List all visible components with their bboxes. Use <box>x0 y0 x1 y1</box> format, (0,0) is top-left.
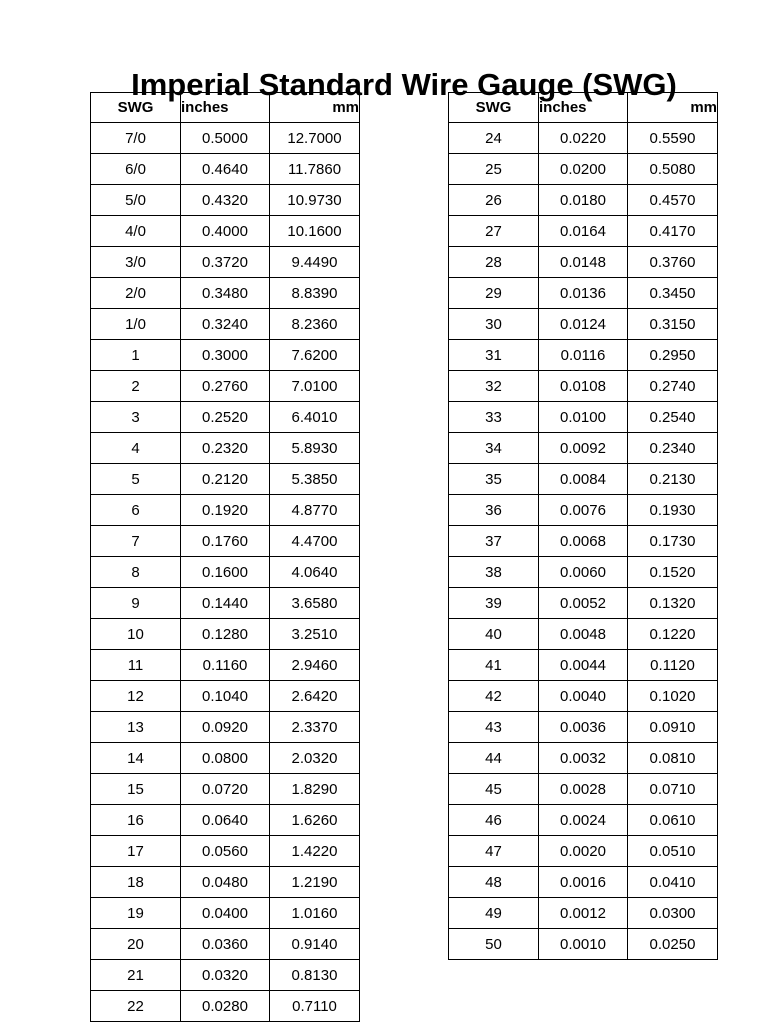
swg-table-right-body <box>449 123 718 960</box>
cell-inches: 0.3240 <box>181 309 270 340</box>
table-header-row <box>91 93 360 123</box>
table-row <box>449 495 718 526</box>
cell-inches: 0.3720 <box>181 247 270 278</box>
cell-mm: 7.6200 <box>270 340 360 371</box>
table-row <box>449 743 718 774</box>
table-row <box>91 123 360 154</box>
cell-mm: 2.9460 <box>270 650 360 681</box>
table-row <box>91 340 360 371</box>
cell-inches: 0.0164 <box>539 216 628 247</box>
table-row <box>91 805 360 836</box>
cell-swg: 6/0 <box>91 154 181 185</box>
cell-swg: 27 <box>449 216 539 247</box>
table-row <box>91 185 360 216</box>
cell-inches: 0.4000 <box>181 216 270 247</box>
cell-mm: 4.0640 <box>270 557 360 588</box>
table-row <box>91 402 360 433</box>
cell-mm: 0.2340 <box>628 433 718 464</box>
cell-swg: 6 <box>91 495 181 526</box>
cell-swg: 5/0 <box>91 185 181 216</box>
table-row <box>449 650 718 681</box>
cell-swg: 28 <box>449 247 539 278</box>
cell-mm: 8.8390 <box>270 278 360 309</box>
cell-inches: 0.3000 <box>181 340 270 371</box>
cell-mm: 0.0810 <box>628 743 718 774</box>
cell-swg: 3/0 <box>91 247 181 278</box>
cell-inches: 0.0560 <box>181 836 270 867</box>
cell-swg: 2 <box>91 371 181 402</box>
table-row <box>449 588 718 619</box>
cell-mm: 0.9140 <box>270 929 360 960</box>
cell-swg: 2/0 <box>91 278 181 309</box>
cell-mm: 0.5590 <box>628 123 718 154</box>
table-row <box>449 154 718 185</box>
cell-swg: 42 <box>449 681 539 712</box>
cell-swg: 30 <box>449 309 539 340</box>
table-row <box>91 619 360 650</box>
table-row <box>449 464 718 495</box>
cell-mm: 5.8930 <box>270 433 360 464</box>
cell-inches: 0.0012 <box>539 898 628 929</box>
table-row <box>449 712 718 743</box>
cell-mm: 3.2510 <box>270 619 360 650</box>
cell-inches: 0.0048 <box>539 619 628 650</box>
cell-swg: 33 <box>449 402 539 433</box>
table-row <box>91 898 360 929</box>
cell-inches: 0.1920 <box>181 495 270 526</box>
cell-mm: 2.3370 <box>270 712 360 743</box>
cell-swg: 5 <box>91 464 181 495</box>
cell-mm: 0.2740 <box>628 371 718 402</box>
table-row <box>449 557 718 588</box>
cell-inches: 0.0920 <box>181 712 270 743</box>
cell-inches: 0.0180 <box>539 185 628 216</box>
cell-swg: 35 <box>449 464 539 495</box>
table-row <box>91 495 360 526</box>
cell-inches: 0.0360 <box>181 929 270 960</box>
cell-mm: 5.3850 <box>270 464 360 495</box>
cell-inches: 0.0036 <box>539 712 628 743</box>
cell-inches: 0.0116 <box>539 340 628 371</box>
table-row <box>91 650 360 681</box>
cell-swg: 18 <box>91 867 181 898</box>
cell-mm: 0.2540 <box>628 402 718 433</box>
cell-inches: 0.0032 <box>539 743 628 774</box>
table-row <box>449 929 718 960</box>
cell-mm: 0.1730 <box>628 526 718 557</box>
table-row <box>449 247 718 278</box>
cell-mm: 2.6420 <box>270 681 360 712</box>
table-row <box>91 371 360 402</box>
column-header-swg: SWG <box>91 93 181 123</box>
cell-swg: 32 <box>449 371 539 402</box>
cell-mm: 0.1320 <box>628 588 718 619</box>
cell-mm: 12.7000 <box>270 123 360 154</box>
table-row <box>449 526 718 557</box>
cell-inches: 0.1760 <box>181 526 270 557</box>
cell-swg: 29 <box>449 278 539 309</box>
cell-inches: 0.1160 <box>181 650 270 681</box>
cell-mm: 0.0510 <box>628 836 718 867</box>
cell-inches: 0.0028 <box>539 774 628 805</box>
cell-inches: 0.0100 <box>539 402 628 433</box>
cell-swg: 47 <box>449 836 539 867</box>
cell-swg: 39 <box>449 588 539 619</box>
cell-swg: 49 <box>449 898 539 929</box>
cell-mm: 0.0910 <box>628 712 718 743</box>
table-row <box>449 123 718 154</box>
cell-mm: 0.2950 <box>628 340 718 371</box>
cell-inches: 0.1280 <box>181 619 270 650</box>
cell-inches: 0.0800 <box>181 743 270 774</box>
table-row <box>449 836 718 867</box>
cell-swg: 13 <box>91 712 181 743</box>
table-header-row <box>449 93 718 123</box>
cell-mm: 10.9730 <box>270 185 360 216</box>
cell-swg: 34 <box>449 433 539 464</box>
cell-mm: 0.1930 <box>628 495 718 526</box>
cell-inches: 0.5000 <box>181 123 270 154</box>
cell-inches: 0.0108 <box>539 371 628 402</box>
cell-mm: 10.1600 <box>270 216 360 247</box>
table-row <box>449 867 718 898</box>
cell-swg: 21 <box>91 960 181 991</box>
cell-inches: 0.0400 <box>181 898 270 929</box>
cell-inches: 0.0060 <box>539 557 628 588</box>
cell-inches: 0.0076 <box>539 495 628 526</box>
cell-mm: 0.0710 <box>628 774 718 805</box>
cell-mm: 2.0320 <box>270 743 360 774</box>
cell-swg: 19 <box>91 898 181 929</box>
cell-swg: 31 <box>449 340 539 371</box>
swg-table-right <box>448 92 718 960</box>
cell-inches: 0.0044 <box>539 650 628 681</box>
cell-inches: 0.0124 <box>539 309 628 340</box>
cell-mm: 0.0410 <box>628 867 718 898</box>
cell-swg: 14 <box>91 743 181 774</box>
cell-swg: 22 <box>91 991 181 1022</box>
table-row <box>449 433 718 464</box>
cell-mm: 4.8770 <box>270 495 360 526</box>
table-row <box>449 216 718 247</box>
cell-mm: 0.5080 <box>628 154 718 185</box>
column-header-mm: mm <box>628 93 718 123</box>
table-row <box>91 991 360 1022</box>
cell-inches: 0.1600 <box>181 557 270 588</box>
cell-swg: 1/0 <box>91 309 181 340</box>
table-row <box>91 836 360 867</box>
table-row <box>449 278 718 309</box>
cell-mm: 0.0300 <box>628 898 718 929</box>
cell-mm: 7.0100 <box>270 371 360 402</box>
cell-inches: 0.1040 <box>181 681 270 712</box>
cell-mm: 0.7110 <box>270 991 360 1022</box>
table-row <box>449 309 718 340</box>
cell-inches: 0.0010 <box>539 929 628 960</box>
table-row <box>91 588 360 619</box>
cell-mm: 0.1120 <box>628 650 718 681</box>
cell-inches: 0.1440 <box>181 588 270 619</box>
table-row <box>449 402 718 433</box>
cell-swg: 8 <box>91 557 181 588</box>
cell-inches: 0.4320 <box>181 185 270 216</box>
table-row <box>91 774 360 805</box>
swg-table-left-body <box>91 123 360 1022</box>
table-row <box>91 464 360 495</box>
cell-inches: 0.4640 <box>181 154 270 185</box>
cell-swg: 20 <box>91 929 181 960</box>
cell-swg: 43 <box>449 712 539 743</box>
cell-inches: 0.0052 <box>539 588 628 619</box>
cell-swg: 10 <box>91 619 181 650</box>
cell-swg: 4 <box>91 433 181 464</box>
cell-inches: 0.2320 <box>181 433 270 464</box>
table-row <box>449 774 718 805</box>
cell-mm: 9.4490 <box>270 247 360 278</box>
table-row <box>91 433 360 464</box>
column-header-inches: inches <box>181 93 270 123</box>
cell-swg: 16 <box>91 805 181 836</box>
cell-inches: 0.0024 <box>539 805 628 836</box>
table-row <box>449 898 718 929</box>
table-row <box>449 371 718 402</box>
table-row <box>449 619 718 650</box>
cell-mm: 0.3150 <box>628 309 718 340</box>
cell-inches: 0.0016 <box>539 867 628 898</box>
cell-swg: 25 <box>449 154 539 185</box>
cell-mm: 8.2360 <box>270 309 360 340</box>
cell-swg: 44 <box>449 743 539 774</box>
cell-swg: 45 <box>449 774 539 805</box>
cell-swg: 37 <box>449 526 539 557</box>
cell-inches: 0.0092 <box>539 433 628 464</box>
cell-inches: 0.0280 <box>181 991 270 1022</box>
cell-swg: 26 <box>449 185 539 216</box>
table-row <box>91 867 360 898</box>
cell-inches: 0.0148 <box>539 247 628 278</box>
table-row <box>91 960 360 991</box>
table-row <box>91 247 360 278</box>
cell-inches: 0.0084 <box>539 464 628 495</box>
cell-swg: 11 <box>91 650 181 681</box>
table-row <box>449 681 718 712</box>
cell-mm: 3.6580 <box>270 588 360 619</box>
table-row <box>449 805 718 836</box>
cell-mm: 6.4010 <box>270 402 360 433</box>
cell-inches: 0.2120 <box>181 464 270 495</box>
table-row <box>91 154 360 185</box>
cell-mm: 0.2130 <box>628 464 718 495</box>
table-row <box>91 526 360 557</box>
cell-swg: 38 <box>449 557 539 588</box>
cell-mm: 0.3760 <box>628 247 718 278</box>
cell-inches: 0.0320 <box>181 960 270 991</box>
table-row <box>91 309 360 340</box>
table-row <box>91 278 360 309</box>
cell-swg: 1 <box>91 340 181 371</box>
cell-inches: 0.0020 <box>539 836 628 867</box>
table-row <box>91 712 360 743</box>
cell-inches: 0.0640 <box>181 805 270 836</box>
cell-mm: 1.0160 <box>270 898 360 929</box>
cell-mm: 1.2190 <box>270 867 360 898</box>
cell-mm: 11.7860 <box>270 154 360 185</box>
cell-mm: 0.0610 <box>628 805 718 836</box>
cell-swg: 40 <box>449 619 539 650</box>
cell-swg: 7 <box>91 526 181 557</box>
cell-inches: 0.0040 <box>539 681 628 712</box>
cell-inches: 0.0136 <box>539 278 628 309</box>
cell-inches: 0.0720 <box>181 774 270 805</box>
cell-swg: 46 <box>449 805 539 836</box>
table-row <box>91 929 360 960</box>
cell-mm: 0.1020 <box>628 681 718 712</box>
cell-inches: 0.3480 <box>181 278 270 309</box>
swg-table-left <box>90 92 360 1022</box>
column-header-swg: SWG <box>449 93 539 123</box>
cell-swg: 3 <box>91 402 181 433</box>
cell-inches: 0.2760 <box>181 371 270 402</box>
cell-swg: 15 <box>91 774 181 805</box>
cell-swg: 41 <box>449 650 539 681</box>
cell-inches: 0.0200 <box>539 154 628 185</box>
cell-swg: 48 <box>449 867 539 898</box>
cell-mm: 0.3450 <box>628 278 718 309</box>
cell-mm: 0.1520 <box>628 557 718 588</box>
cell-inches: 0.0068 <box>539 526 628 557</box>
cell-mm: 1.8290 <box>270 774 360 805</box>
cell-swg: 12 <box>91 681 181 712</box>
table-row <box>449 185 718 216</box>
cell-mm: 1.6260 <box>270 805 360 836</box>
cell-mm: 0.8130 <box>270 960 360 991</box>
cell-mm: 0.0250 <box>628 929 718 960</box>
cell-swg: 4/0 <box>91 216 181 247</box>
table-row <box>91 557 360 588</box>
table-row <box>91 743 360 774</box>
cell-mm: 0.1220 <box>628 619 718 650</box>
table-row <box>91 681 360 712</box>
cell-swg: 17 <box>91 836 181 867</box>
cell-swg: 50 <box>449 929 539 960</box>
column-header-inches: inches <box>539 93 628 123</box>
cell-swg: 7/0 <box>91 123 181 154</box>
cell-mm: 0.4170 <box>628 216 718 247</box>
table-row <box>449 340 718 371</box>
cell-mm: 4.4700 <box>270 526 360 557</box>
cell-mm: 1.4220 <box>270 836 360 867</box>
cell-swg: 9 <box>91 588 181 619</box>
cell-mm: 0.4570 <box>628 185 718 216</box>
cell-inches: 0.0220 <box>539 123 628 154</box>
cell-swg: 36 <box>449 495 539 526</box>
table-row <box>91 216 360 247</box>
cell-inches: 0.0480 <box>181 867 270 898</box>
cell-swg: 24 <box>449 123 539 154</box>
page-title: Imperial Standard Wire Gauge (SWG) <box>131 66 677 102</box>
cell-inches: 0.2520 <box>181 402 270 433</box>
column-header-mm: mm <box>270 93 360 123</box>
